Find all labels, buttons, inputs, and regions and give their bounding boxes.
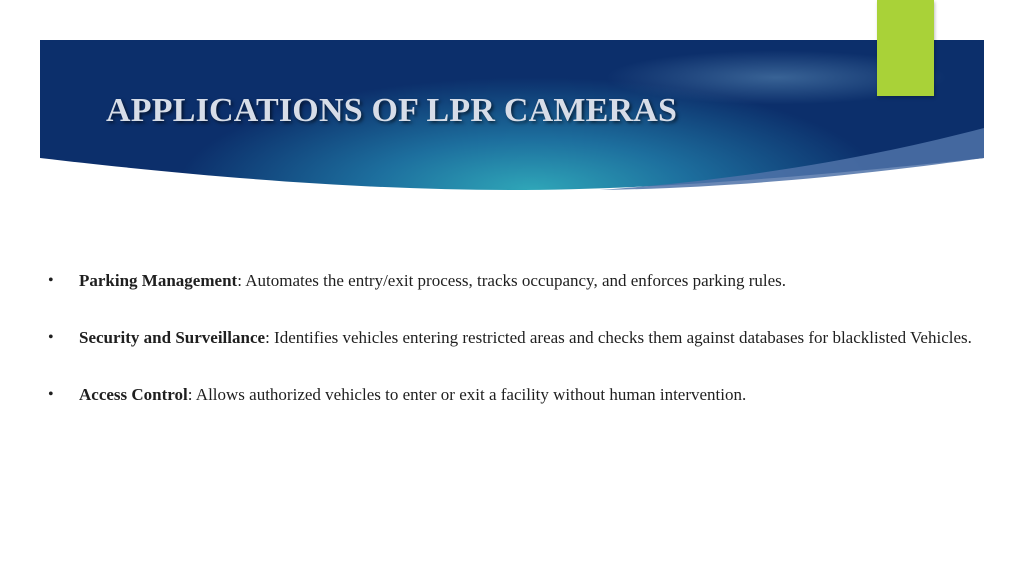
slide-title: APPLICATIONS OF LPR CAMERAS bbox=[106, 92, 678, 129]
bullet-item-parking-management bbox=[48, 252, 982, 309]
bullet-separator: : bbox=[237, 271, 242, 290]
bullet-separator: : bbox=[265, 328, 270, 347]
bullet-item-access-control bbox=[48, 366, 982, 423]
bullet-term: Security and Surveillance bbox=[79, 328, 266, 347]
bullet-list bbox=[48, 252, 982, 423]
bullet-term: Parking Management bbox=[79, 271, 238, 290]
bullet-dot-icon: • bbox=[48, 272, 54, 289]
green-accent-tab bbox=[877, 0, 934, 96]
bullet-text: Automates the entry/exit process, tracks occupancy, and enforces parking rules. bbox=[241, 271, 787, 290]
bullet-text: Identifies vehicles entering restricted areas and checks them against databases for blacklisted Vehicles. bbox=[269, 328, 972, 347]
bullet-separator: : bbox=[187, 385, 193, 404]
bullet-text: Allows authorized vehicles to enter or exit a facility without human intervention. bbox=[192, 385, 747, 404]
bullet-term: Access Control bbox=[79, 385, 188, 404]
bullet-item-security-surveillance bbox=[48, 309, 982, 366]
bullet-dot-icon: • bbox=[48, 329, 54, 346]
bullet-dot-icon: • bbox=[48, 386, 54, 403]
